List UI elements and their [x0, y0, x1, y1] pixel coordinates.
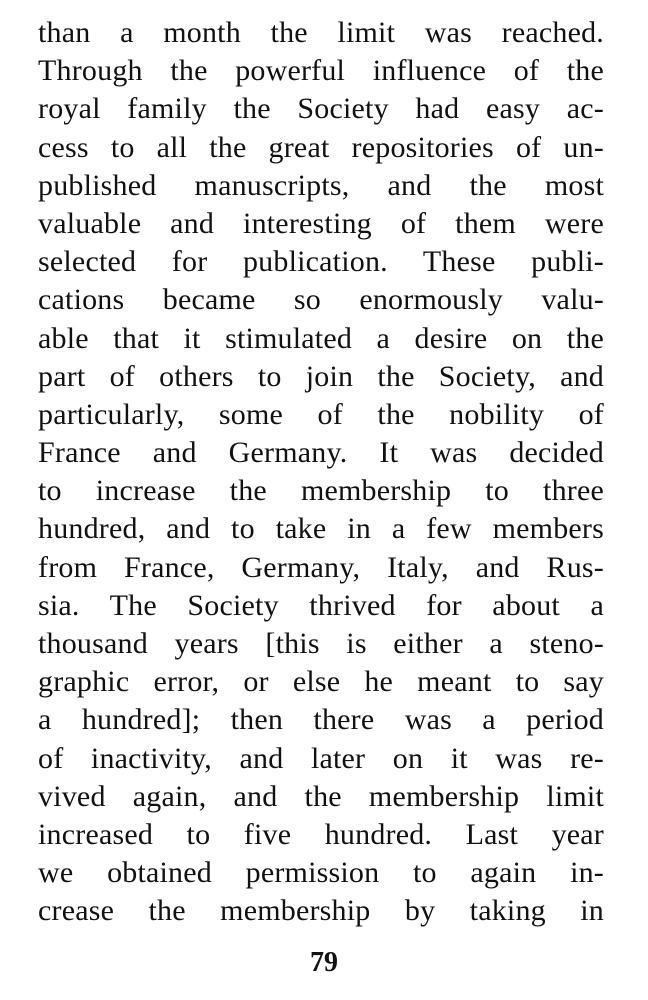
text-line: we obtained permission to again in- — [38, 856, 604, 890]
text-line: increased to five hundred. Last year — [38, 817, 604, 851]
text-line: part of others to join the Society, and — [38, 359, 604, 393]
text-line: able that it stimulated a desire on the — [38, 321, 604, 355]
text-line: than a month the limit was reached. — [38, 16, 604, 49]
page-number: 79 — [310, 947, 338, 978]
text-line: a hundred]; then there was a period — [38, 703, 604, 737]
text-line: France and Germany. It was decided — [38, 436, 604, 470]
text-line: thousand years [this is either a steno- — [38, 627, 604, 660]
text-line: to increase the membership to three — [38, 474, 604, 508]
text-line: Through the powerful influence of the — [38, 54, 604, 88]
text-line: crease the membership by taking in — [38, 894, 604, 928]
text-line: selected for publication. These publi- — [38, 245, 604, 279]
text-line: of inactivity, and later on it was re- — [38, 741, 604, 775]
text-line: hundred, and to take in a few members — [38, 512, 604, 546]
text-line: cations became so enormously valu- — [38, 283, 604, 317]
text-line: royal family the Society had easy ac- — [38, 92, 604, 126]
text-line: from France, Germany, Italy, and Rus- — [38, 550, 604, 584]
text-line: graphic error, or else he meant to say — [38, 665, 604, 699]
text-line: published manuscripts, and the most — [38, 168, 604, 202]
text-line: vived again, and the membership limit — [38, 779, 604, 813]
text-line: particularly, some of the nobility of — [38, 397, 604, 431]
body-text — [38, 14, 604, 931]
text-line: sia. The Society thrived for about a — [38, 588, 604, 622]
text-line: valuable and interesting of them were — [38, 206, 604, 240]
text-line: cess to all the great repositories of un- — [38, 130, 604, 164]
